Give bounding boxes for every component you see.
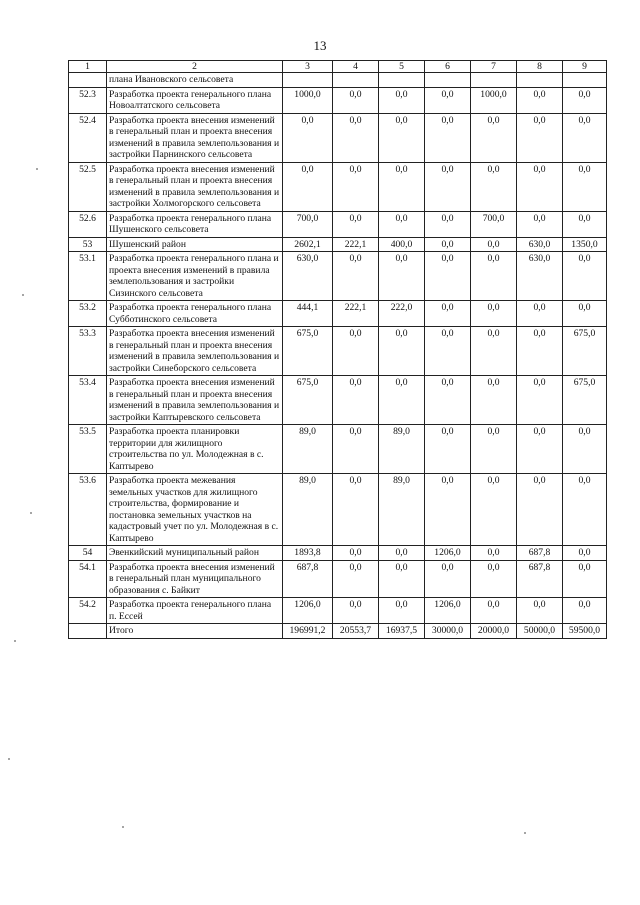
- table-row: [69, 546, 607, 561]
- value-col-7: 700,0: [471, 211, 517, 237]
- row-description: Разработка проекта внесения изменений в генеральный план и проекта внесения изменений в правила землепользования и застройки Синеборского сельсовета: [107, 327, 283, 376]
- row-description: Разработка проекта внесения изменений в генеральный план и проекта внесения изменений в правила землепользования и застройки Парнинского сельсовета: [107, 113, 283, 162]
- value-col-7: 0,0: [471, 237, 517, 252]
- value-col-9: 0,0: [563, 87, 607, 113]
- scan-speck: [22, 294, 24, 296]
- value-col-6: 0,0: [425, 376, 471, 425]
- value-col-7: 0,0: [471, 560, 517, 598]
- row-description: Разработка проекта внесения изменений в генеральный план и проекта внесения изменений в правила землепользования и застройки Холмогорского сельсовета: [107, 162, 283, 211]
- row-number: 53: [69, 237, 107, 252]
- value-col-3: 0,0: [283, 113, 333, 162]
- value-col-7: 20000,0: [471, 624, 517, 639]
- value-col-7: 0,0: [471, 113, 517, 162]
- value-col-8: 687,8: [517, 560, 563, 598]
- header-row: [69, 61, 607, 73]
- row-number: 52.4: [69, 113, 107, 162]
- table-row: [69, 211, 607, 237]
- row-description: Разработка проекта планировки территории для жилищного строительства по ул. Молодежная в с. Каптырево: [107, 425, 283, 474]
- value-col-8: 630,0: [517, 237, 563, 252]
- value-col-4: 0,0: [333, 113, 379, 162]
- value-col-6: 1206,0: [425, 546, 471, 561]
- row-number: [69, 624, 107, 639]
- value-col-4: 0,0: [333, 87, 379, 113]
- value-col-9: 59500,0: [563, 624, 607, 639]
- value-col-7: 0,0: [471, 327, 517, 376]
- row-description: Шушенский район: [107, 237, 283, 252]
- value-col-5: 16937,5: [379, 624, 425, 639]
- value-col-8: 687,8: [517, 546, 563, 561]
- value-col-3: 675,0: [283, 376, 333, 425]
- value-col-5: 0,0: [379, 327, 425, 376]
- value-col-6: 1206,0: [425, 598, 471, 624]
- value-col-8: 0,0: [517, 87, 563, 113]
- value-col-8: 630,0: [517, 252, 563, 301]
- value-col-3: 2602,1: [283, 237, 333, 252]
- value-col-5: 0,0: [379, 376, 425, 425]
- value-col-7: 0,0: [471, 474, 517, 546]
- value-col-3: 1893,8: [283, 546, 333, 561]
- value-col-9: 0,0: [563, 474, 607, 546]
- table-row: [69, 73, 607, 88]
- value-col-6: 0,0: [425, 211, 471, 237]
- column-header-4: 4: [333, 61, 379, 73]
- value-col-7: 0,0: [471, 252, 517, 301]
- value-col-5: 222,0: [379, 301, 425, 327]
- row-number: 53.5: [69, 425, 107, 474]
- value-col-7: 0,0: [471, 425, 517, 474]
- value-col-8: 0,0: [517, 598, 563, 624]
- row-number: 54: [69, 546, 107, 561]
- value-col-8: [517, 73, 563, 88]
- value-col-6: [425, 73, 471, 88]
- value-col-5: 0,0: [379, 211, 425, 237]
- scan-speck: [30, 512, 32, 514]
- value-col-7: 0,0: [471, 376, 517, 425]
- row-number: 53.6: [69, 474, 107, 546]
- value-col-9: 675,0: [563, 376, 607, 425]
- value-col-8: 0,0: [517, 113, 563, 162]
- scan-speck: [122, 826, 124, 828]
- table-row: [69, 598, 607, 624]
- table-row: [69, 301, 607, 327]
- value-col-8: 0,0: [517, 301, 563, 327]
- row-description: Разработка проекта межевания земельных участков для жилищного строительства, формирование и постановка земельных участков на кадастровый учет по ул. Молодежная в с. Каптырево: [107, 474, 283, 546]
- table-row: [69, 474, 607, 546]
- table-row: [69, 327, 607, 376]
- column-header-9: 9: [563, 61, 607, 73]
- value-col-9: 675,0: [563, 327, 607, 376]
- scan-speck: [14, 640, 16, 642]
- scan-speck: [524, 832, 526, 834]
- value-col-4: 0,0: [333, 162, 379, 211]
- value-col-6: 30000,0: [425, 624, 471, 639]
- value-col-5: [379, 73, 425, 88]
- row-description: Разработка проекта генерального плана Субботинского сельсовета: [107, 301, 283, 327]
- value-col-7: 0,0: [471, 546, 517, 561]
- value-col-5: 0,0: [379, 252, 425, 301]
- value-col-5: 0,0: [379, 598, 425, 624]
- row-number: 53.2: [69, 301, 107, 327]
- column-header-1: 1: [69, 61, 107, 73]
- table-header: [69, 61, 607, 73]
- value-col-3: 630,0: [283, 252, 333, 301]
- value-col-7: 0,0: [471, 598, 517, 624]
- value-col-6: 0,0: [425, 87, 471, 113]
- value-col-6: 0,0: [425, 237, 471, 252]
- column-header-2: 2: [107, 61, 283, 73]
- value-col-7: 0,0: [471, 162, 517, 211]
- column-header-6: 6: [425, 61, 471, 73]
- row-number: 52.3: [69, 87, 107, 113]
- table-row: [69, 87, 607, 113]
- row-description: Эвенкийский муниципальный район: [107, 546, 283, 561]
- row-description: Разработка проекта генерального плана и проекта внесения изменений в правила землепользования и застройки Сизинского сельсовета: [107, 252, 283, 301]
- value-col-6: 0,0: [425, 474, 471, 546]
- value-col-4: 0,0: [333, 425, 379, 474]
- row-description: Разработка проекта генерального плана п. Ессей: [107, 598, 283, 624]
- value-col-5: 0,0: [379, 546, 425, 561]
- table-body: [69, 73, 607, 639]
- value-col-3: 700,0: [283, 211, 333, 237]
- row-number: 54.1: [69, 560, 107, 598]
- value-col-9: 0,0: [563, 252, 607, 301]
- value-col-5: 89,0: [379, 474, 425, 546]
- table-row: [69, 113, 607, 162]
- row-description: Разработка проекта генерального плана Шушенского сельсовета: [107, 211, 283, 237]
- value-col-9: 0,0: [563, 425, 607, 474]
- value-col-4: 20553,7: [333, 624, 379, 639]
- value-col-6: 0,0: [425, 113, 471, 162]
- value-col-7: 0,0: [471, 301, 517, 327]
- row-description: Разработка проекта внесения изменений в генеральный план муниципального образования с. Байкит: [107, 560, 283, 598]
- value-col-9: [563, 73, 607, 88]
- value-col-5: 0,0: [379, 87, 425, 113]
- column-header-3: 3: [283, 61, 333, 73]
- value-col-9: 0,0: [563, 546, 607, 561]
- value-col-9: 0,0: [563, 301, 607, 327]
- value-col-3: 687,8: [283, 560, 333, 598]
- value-col-3: 444,1: [283, 301, 333, 327]
- column-header-7: 7: [471, 61, 517, 73]
- value-col-4: 0,0: [333, 474, 379, 546]
- scan-speck: [8, 758, 10, 760]
- row-description: Итого: [107, 624, 283, 639]
- row-number: 52.6: [69, 211, 107, 237]
- table-row: [69, 237, 607, 252]
- value-col-3: 1000,0: [283, 87, 333, 113]
- value-col-4: 0,0: [333, 327, 379, 376]
- scan-speck: [36, 168, 38, 170]
- value-col-6: 0,0: [425, 327, 471, 376]
- page-number: 13: [313, 38, 327, 53]
- column-header-8: 8: [517, 61, 563, 73]
- budget-table: [68, 60, 607, 639]
- value-col-5: 0,0: [379, 162, 425, 211]
- value-col-3: 0,0: [283, 162, 333, 211]
- table-row: [69, 252, 607, 301]
- value-col-8: 50000,0: [517, 624, 563, 639]
- value-col-6: 0,0: [425, 162, 471, 211]
- row-number: 52.5: [69, 162, 107, 211]
- value-col-4: 0,0: [333, 211, 379, 237]
- column-header-5: 5: [379, 61, 425, 73]
- row-number: [69, 73, 107, 88]
- value-col-4: 0,0: [333, 598, 379, 624]
- row-description: Разработка проекта генерального плана Новоалтатского сельсовета: [107, 87, 283, 113]
- value-col-4: 0,0: [333, 376, 379, 425]
- value-col-5: 89,0: [379, 425, 425, 474]
- value-col-8: 0,0: [517, 162, 563, 211]
- value-col-4: 222,1: [333, 301, 379, 327]
- value-col-8: 0,0: [517, 211, 563, 237]
- row-number: 53.1: [69, 252, 107, 301]
- row-number: 53.3: [69, 327, 107, 376]
- table-row: [69, 162, 607, 211]
- value-col-6: 0,0: [425, 301, 471, 327]
- value-col-3: [283, 73, 333, 88]
- value-col-8: 0,0: [517, 474, 563, 546]
- value-col-6: 0,0: [425, 560, 471, 598]
- value-col-4: 0,0: [333, 560, 379, 598]
- value-col-3: 89,0: [283, 474, 333, 546]
- value-col-6: 0,0: [425, 252, 471, 301]
- total-row: [69, 624, 607, 639]
- value-col-9: 0,0: [563, 162, 607, 211]
- value-col-7: 1000,0: [471, 87, 517, 113]
- value-col-3: 196991,2: [283, 624, 333, 639]
- row-number: 54.2: [69, 598, 107, 624]
- value-col-4: 222,1: [333, 237, 379, 252]
- value-col-8: 0,0: [517, 376, 563, 425]
- value-col-5: 400,0: [379, 237, 425, 252]
- value-col-3: 89,0: [283, 425, 333, 474]
- value-col-4: [333, 73, 379, 88]
- table-row: [69, 560, 607, 598]
- value-col-3: 675,0: [283, 327, 333, 376]
- value-col-8: 0,0: [517, 425, 563, 474]
- row-description: Разработка проекта внесения изменений в генеральный план и проекта внесения изменений в правила землепользования и застройки Каптыревского сельсовета: [107, 376, 283, 425]
- value-col-5: 0,0: [379, 560, 425, 598]
- table-row: [69, 376, 607, 425]
- value-col-8: 0,0: [517, 327, 563, 376]
- value-col-4: 0,0: [333, 252, 379, 301]
- row-number: 53.4: [69, 376, 107, 425]
- value-col-7: [471, 73, 517, 88]
- value-col-4: 0,0: [333, 546, 379, 561]
- value-col-9: 1350,0: [563, 237, 607, 252]
- value-col-9: 0,0: [563, 598, 607, 624]
- value-col-3: 1206,0: [283, 598, 333, 624]
- value-col-9: 0,0: [563, 560, 607, 598]
- value-col-5: 0,0: [379, 113, 425, 162]
- value-col-6: 0,0: [425, 425, 471, 474]
- value-col-9: 0,0: [563, 113, 607, 162]
- value-col-9: 0,0: [563, 211, 607, 237]
- table-row: [69, 425, 607, 474]
- row-description: плана Ивановского сельсовета: [107, 73, 283, 88]
